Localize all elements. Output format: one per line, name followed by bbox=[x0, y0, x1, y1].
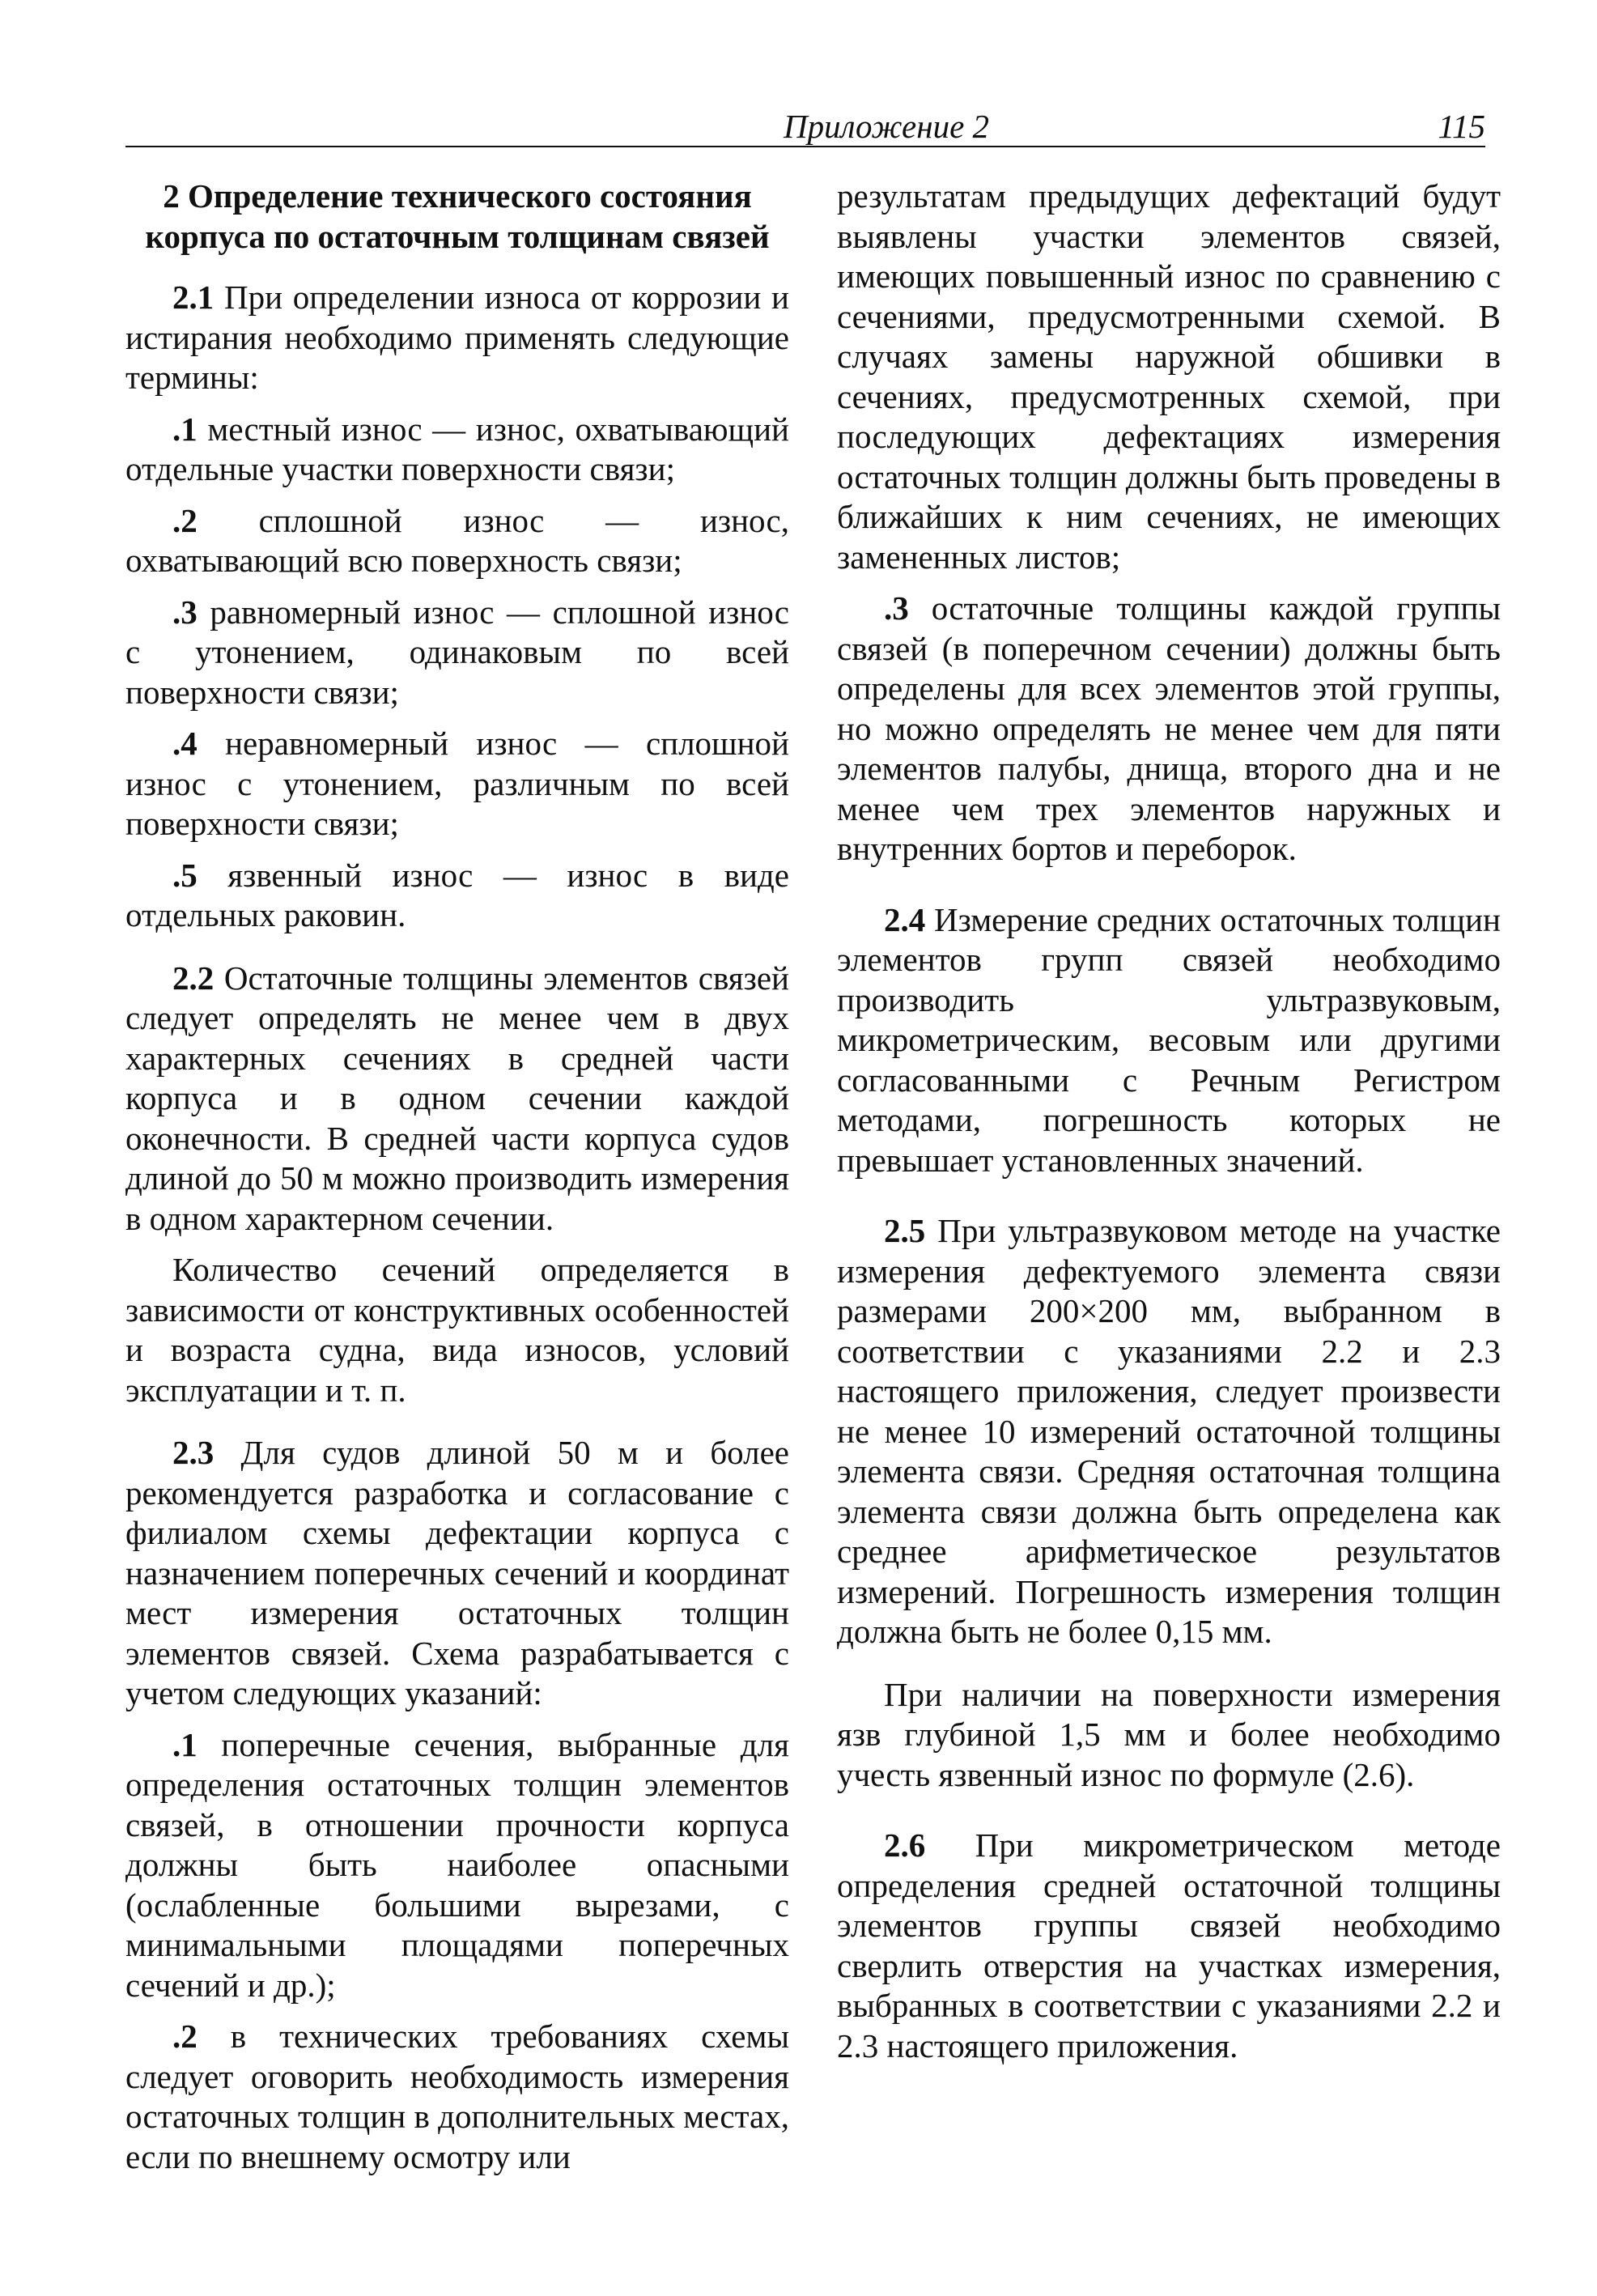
paragraph-2-1 bbox=[125, 278, 789, 398]
item-number: .3 bbox=[172, 593, 198, 631]
paragraph-text: Для судов длиной 50 м и более рекомендуется разработка и согласование с филиалом схемы дефектации корпуса с назначением поперечных сечений и координат мест измерения остаточных толщин элементов связей. Схема разрабатывается с учетом следующих указаний: bbox=[125, 1434, 789, 1711]
item-text: остаточные толщины каждой группы связей (в поперечном сечении) должны быть определены для всех элементов этой группы, но можно определять не менее чем для пяти элементов палубы, днища, второго дна и не менее чем трех элементов наружных и внутренних бортов и переборок. bbox=[837, 589, 1501, 867]
left-column bbox=[125, 176, 789, 2177]
item-text: сплошной износ — износ, охватывающий всю поверхность связи; bbox=[125, 501, 789, 579]
item-number: .2 bbox=[172, 2018, 198, 2055]
paragraph-2-3 bbox=[125, 1433, 789, 1714]
clause-number: 2.2 bbox=[172, 959, 214, 997]
clause-number: 2.5 bbox=[884, 1212, 926, 1249]
sub-item-3 bbox=[837, 589, 1501, 870]
item-number: .4 bbox=[172, 725, 198, 762]
item-text: неравномерный износ — сплошной износ с утонением, различным по всей поверхности связи; bbox=[125, 725, 789, 842]
sub-item-2 bbox=[125, 2017, 789, 2177]
paragraph-2-5 bbox=[837, 1211, 1501, 1652]
clause-number: 2.6 bbox=[884, 1826, 926, 1864]
list-item-3 bbox=[125, 593, 789, 713]
item-text: поперечные сечения, выбранные для определения остаточных толщин элементов связей, в отношении прочности корпуса должны быть наиболее опасными (ослабленные большими вырезами, с минимальными площадями поперечных сечений и др.); bbox=[125, 1725, 789, 2004]
paragraph-2-2-continuation: Количество сечений определяется в зависимости от конструктивных особенностей и возраста судна, вида износов, условий эксплуатации и т. п. bbox=[125, 1251, 789, 1409]
sub-item-1 bbox=[125, 1725, 789, 2006]
clause-number: 2.4 bbox=[884, 900, 926, 938]
item-text: местный износ — износ, охватывающий отдельные участки поверхности связи; bbox=[125, 410, 789, 487]
paragraph-2-2 bbox=[125, 959, 789, 1239]
paragraph-text: При микрометрическом методе определения средней остаточной толщины элементов группы связей необходимо сверлить отверстия на участках измерения, выбранных в соответствии с указаниями 2.2 и 2.3 настоящего приложения. bbox=[837, 1826, 1501, 2064]
list-item-2 bbox=[125, 501, 789, 581]
right-column bbox=[837, 176, 1501, 2066]
paragraph-2-4 bbox=[837, 900, 1501, 1181]
paragraph-text: При определении износа от коррозии и истирания необходимо применять следующие термины: bbox=[125, 278, 789, 396]
list-item-1 bbox=[125, 410, 789, 490]
section-heading: 2 Определение технического состояния корпуса по остаточным толщинам связей bbox=[145, 177, 770, 255]
clause-number: 2.3 bbox=[172, 1434, 214, 1471]
clause-number: 2.1 bbox=[172, 278, 214, 316]
paragraph-text: Измерение средних остаточных толщин элементов групп связей необходимо производить ультразвуковым, микрометрическим, весовым или другими согласованными с Речным Регистром методами, погрешность которых не превышает установленных значений. bbox=[837, 900, 1501, 1179]
paragraph-text: При ультразвуковом методе на участке измерения дефектуемого элемента связи размерами 200×200 мм, выбранном в соответствии с указаниями 2.2 и 2.3 настоящего приложения, следует произвести не менее 10 измерений остаточной толщины элемента связи. Средняя остаточная толщина элемента связи должна быть определена как среднее арифметическое результатов измерений. Погрешность измерения толщин должна быть не более 0,15 мм. bbox=[837, 1212, 1501, 1650]
item-text: в технических требованиях схемы следует оговорить необходимость измерения остаточных толщин в дополнительных местах, если по внешнему осмотру или bbox=[125, 2018, 789, 2175]
item-text: язвенный износ — износ в виде отдельных раковин. bbox=[125, 856, 789, 933]
paragraph-2-5-continuation: При наличии на поверхности измерения язв глубиной 1,5 мм и более необходимо учесть язвенный износ по формуле (2.6). bbox=[837, 1675, 1501, 1793]
paragraph-2-6 bbox=[837, 1826, 1501, 2066]
list-item-5 bbox=[125, 856, 789, 936]
running-title: Приложение 2 bbox=[783, 108, 990, 145]
paragraph-text: Остаточные толщины элементов связей следует определять не менее чем в двух характерных сечениях в средней части корпуса и в одном сечении каждой оконечности. В средней части корпуса судов длиной до 50 м можно производить измерения в одном характерном сечении. bbox=[125, 959, 789, 1237]
item-number: .5 bbox=[172, 856, 198, 894]
item-text: равномерный износ — сплошной износ с утонением, одинаковым по всей поверхности связи; bbox=[125, 593, 789, 711]
item-number: .1 bbox=[172, 1725, 198, 1763]
item-number: .1 bbox=[172, 410, 198, 448]
page-number: 115 bbox=[1438, 108, 1485, 145]
item-number: .3 bbox=[884, 589, 909, 627]
continued-text: результатам предыдущих дефектаций будут выявлены участки элементов связей, имеющих повышенный износ по сравнению с сечениями, предусмотренными схемой. В случаях замены наружной обшивки в сечениях, предусмотренных схемой, при последующих дефектациях измерения остаточных толщин должны быть проведены в ближайших к ним сечениях, не имеющих замененных листов; bbox=[837, 177, 1501, 576]
list-item-4 bbox=[125, 724, 789, 844]
item-number: .2 bbox=[172, 501, 198, 539]
header-rule bbox=[125, 146, 1485, 147]
